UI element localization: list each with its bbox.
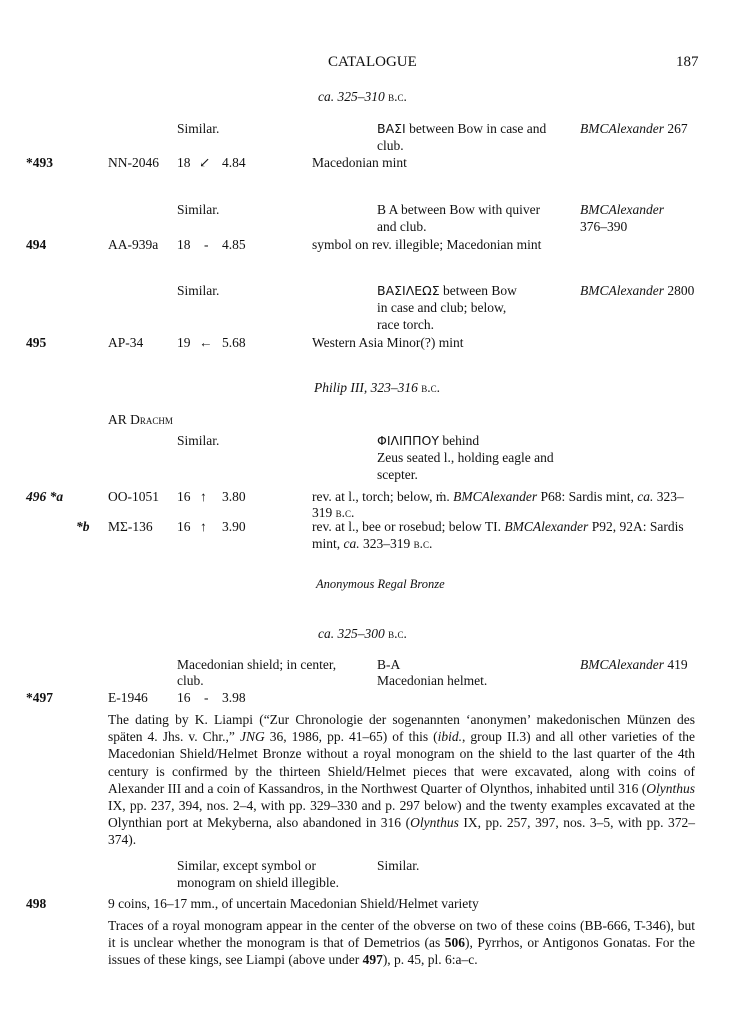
catalogue-number: *493: [26, 155, 53, 170]
reverse-495-line2: in case and club; below,: [377, 300, 507, 315]
obverse-497-line1: Macedonian shield; in center,: [177, 657, 337, 672]
inventory-number: AA-939a: [108, 237, 159, 252]
reverse-493-line2: club.: [377, 138, 404, 153]
catalogue-number: 496 *a: [26, 489, 64, 504]
variety-a-note-line2: 319 b.c.: [312, 505, 355, 520]
catalogue-number: 498: [26, 896, 47, 911]
variety-a-note-line1: rev. at l., torch; below, ṁ. BMCAlexander P68: Sardis mint, ca. 323–: [312, 489, 684, 504]
reverse-496-line2: Zeus seated l., holding eagle and: [377, 450, 554, 465]
die-axis-arrow: ↑: [200, 489, 207, 504]
coin-size: 16: [177, 489, 191, 504]
reverse-495-line1: ΒΑΣΙΛΕΩΣ between Bow: [377, 283, 517, 298]
inventory-number: AP-34: [108, 335, 144, 350]
reference-495: BMCAlexander 2800: [580, 283, 695, 298]
coin-weight: 3.98: [222, 690, 246, 705]
catalogue-number: *b: [76, 519, 90, 534]
coin-size: 18: [177, 155, 191, 170]
inventory-number: NN-2046: [108, 155, 159, 170]
obverse-498-line2: monogram on shield illegible.: [177, 875, 339, 890]
obverse-496: Similar.: [177, 433, 220, 448]
reverse-497-line2: Macedonian helmet.: [377, 673, 488, 688]
hoard-description: 9 coins, 16–17 mm., of uncertain Macedonian Shield/Helmet variety: [108, 896, 479, 911]
mint-note: Western Asia Minor(?) mint: [312, 335, 464, 350]
monogram-glyph: ṁ: [435, 489, 447, 504]
section-title: Philip III, 323–316 b.c.: [314, 380, 441, 395]
denomination: AR Drachm: [108, 412, 173, 427]
coin-weight: 5.68: [222, 335, 246, 350]
die-axis-arrow: -: [204, 237, 209, 252]
coin-size: 16: [177, 690, 191, 705]
reverse-493-line1: ΒΑΣΙ between Bow in case and: [377, 121, 547, 136]
die-axis-arrow: ←: [199, 335, 213, 350]
reference-494-number: 376–390: [580, 219, 628, 234]
reference-493: BMCAlexander 267: [580, 121, 688, 136]
commentary-497: The dating by K. Liampi (“Zur Chronologie der sogenannten ‘anonymen’ makedonischen Münzen des späten 4. Jhs. v. Chr.,” JNG 36, 1986, pp. 41–65) of this (ibid., group II.3) and all other varieties of the Macedonian Shield/Helmet Bronze without a royal monogram on the shield to the last quarter of the 4th century is confirmed by the thirteen Shield/Helmet pieces that were excavated, along with coins of Alexander III and a coin of Kassandros, in the Northwest Quarter of Olynthos, inhabited until 316 (Olynthus IX, pp. 237, 394, nos. 2–4, with pp. 329–330 and p. 297 below) and the twenty examples excavated at the Olynthian port at Mekyberna, also abandoned in 316 (Olynthus IX, pp. 257, 397, nos. 3–5, with pp. 372–374).: [108, 712, 696, 848]
obverse-498-line1: Similar, except symbol or: [177, 858, 316, 873]
mint-note: symbol on rev. illegible; Macedonian mint: [312, 237, 542, 252]
obverse-495: Similar.: [177, 283, 220, 298]
die-axis-arrow: ↙: [199, 155, 211, 170]
variety-b-note-line1: rev. at l., bee or rosebud; below TI. BMCAlexander P92, 92A: Sardis: [312, 519, 684, 534]
inventory-number: OO-1051: [108, 489, 159, 504]
coin-weight: 3.90: [222, 519, 246, 534]
catalogue-number: 494: [26, 237, 47, 252]
inventory-number: E-1946: [108, 690, 148, 705]
die-axis-arrow: ↑: [200, 519, 207, 534]
reference-494-name: BMCAlexander: [580, 202, 664, 217]
reverse-496-line3: scepter.: [377, 467, 418, 482]
running-title: CATALOGUE: [328, 54, 417, 70]
section-date: ca. 325–300 b.c.: [318, 626, 407, 641]
page-number: 187: [676, 54, 699, 70]
coin-weight: 3.80: [222, 489, 246, 504]
obverse-493: Similar.: [177, 121, 220, 136]
mint-note: Macedonian mint: [312, 155, 407, 170]
reverse-497-line1: B-A: [377, 657, 401, 672]
section-title: Anonymous Regal Bronze: [316, 577, 445, 591]
die-axis-arrow: -: [204, 690, 209, 705]
commentary-498: Traces of a royal monogram appear in the center of the obverse on two of these coins (BB-666, T-346), but it is unclear whether the monogram is that of Demetrios (as 506), Pyrrhos, or Antigonos Gonatas. For the issues of these kings, see Liampi (above under 497), p. 45, pl. 6:a–c.: [108, 918, 695, 968]
coin-weight: 4.85: [222, 237, 246, 252]
coin-size: 19: [177, 335, 191, 350]
catalogue-number: *497: [26, 690, 53, 705]
obverse-494: Similar.: [177, 202, 220, 217]
reverse-495-line3: race torch.: [377, 317, 434, 332]
catalogue-number: 495: [26, 335, 47, 350]
coin-size: 18: [177, 237, 191, 252]
inventory-number: MΣ-136: [108, 519, 153, 534]
variety-b-note-line2: mint, ca. 323–319 b.c.: [312, 536, 433, 551]
reverse-494-line1: Β Α between Bow with quiver: [377, 202, 541, 217]
reverse-498: Similar.: [377, 858, 420, 873]
coin-size: 16: [177, 519, 191, 534]
reverse-496-line1: ΦΙΛΙΠΠΟΥ behind: [377, 433, 480, 448]
reverse-494-line2: and club.: [377, 219, 427, 234]
reference-497: BMCAlexander 419: [580, 657, 688, 672]
obverse-497-line2: club.: [177, 673, 204, 688]
coin-weight: 4.84: [222, 155, 246, 170]
section-date: ca. 325–310 b.c.: [318, 89, 407, 104]
